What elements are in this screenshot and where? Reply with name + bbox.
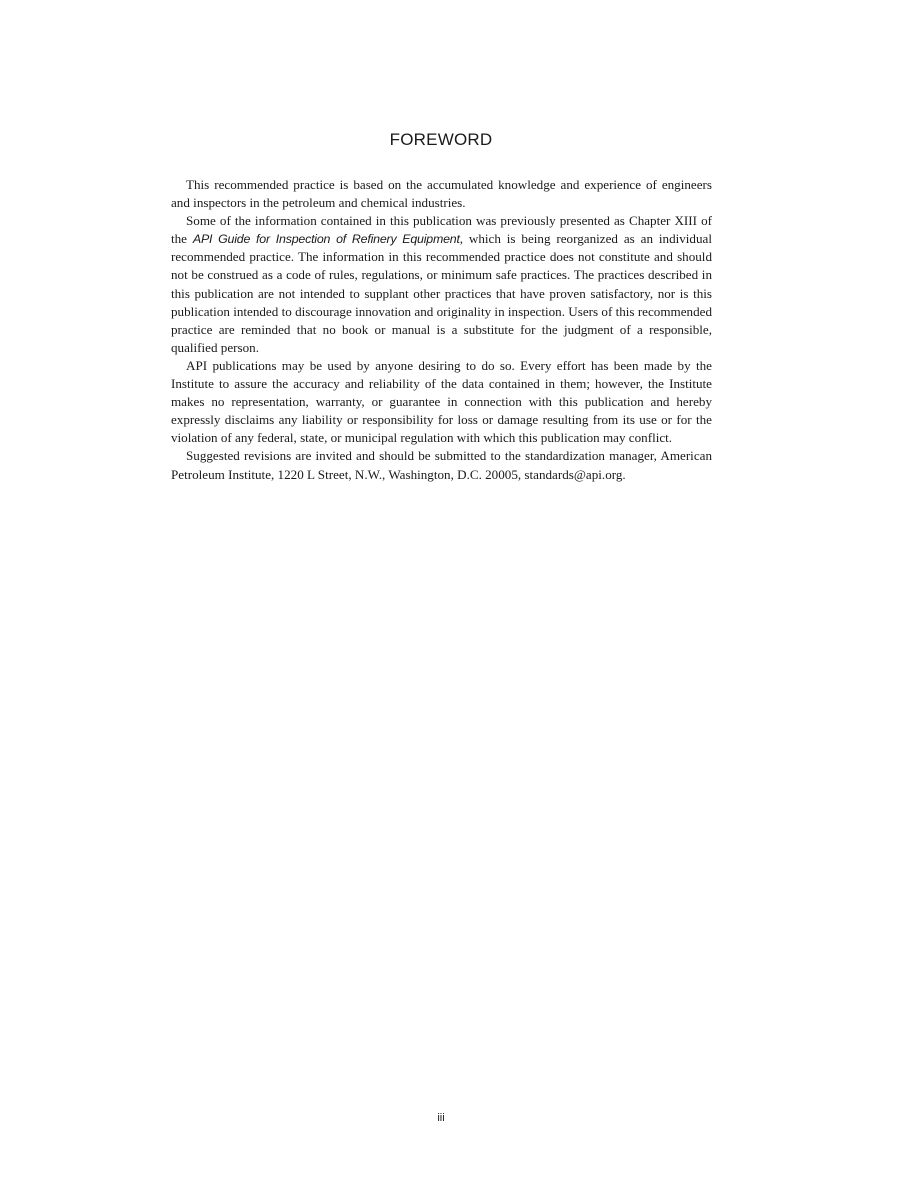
page-number: iii <box>437 1112 445 1124</box>
paragraph-4: Suggested revisions are invited and should be submitted to the standardization manager, American Petroleum Institute, 1220 L Street, N.W., Washington, D.C. 20005, standards@api.org. <box>171 448 712 482</box>
paragraph-2 <box>171 212 712 357</box>
paragraph-1: This recommended practice is based on the accumulated knowledge and experience of engineers and inspectors in the petroleum and chemical industries. <box>171 177 712 211</box>
paragraph-2-lead: Some of the information contained in this publication was previously presented as Chapter XIII of the <box>171 213 712 247</box>
publication-title-reference: API Guide for Inspection of Refinery Equipment <box>192 232 460 247</box>
paragraph-2-rest: , which is being reorganized as an individual recommended practice. The information in this recommended practice does not constitute and should not be construed as a code of rules, regulations, or minimum safe practices. The practices described in this publication are not intended to supplant other practices that have proven satisfactory, nor is this publication intended to discourage innovation and originality in inspection. Users of this recommended practice are reminded that no book or manual is a substitute for the judgment of a responsible, qualified person. <box>171 231 712 355</box>
page-title: FOREWORD <box>389 130 493 149</box>
foreword-body <box>171 176 712 484</box>
paragraph-3: API publications may be used by anyone desiring to do so. Every effort has been made by the Institute to assure the accuracy and reliability of the data contained in them; however, the Institute makes no representation, warranty, or guarantee in connection with this publication and hereby expressly disclaims any liability or responsibility for loss or damage resulting from its use or for the violation of any federal, state, or municipal regulation with which this publication may conflict. <box>171 357 712 446</box>
